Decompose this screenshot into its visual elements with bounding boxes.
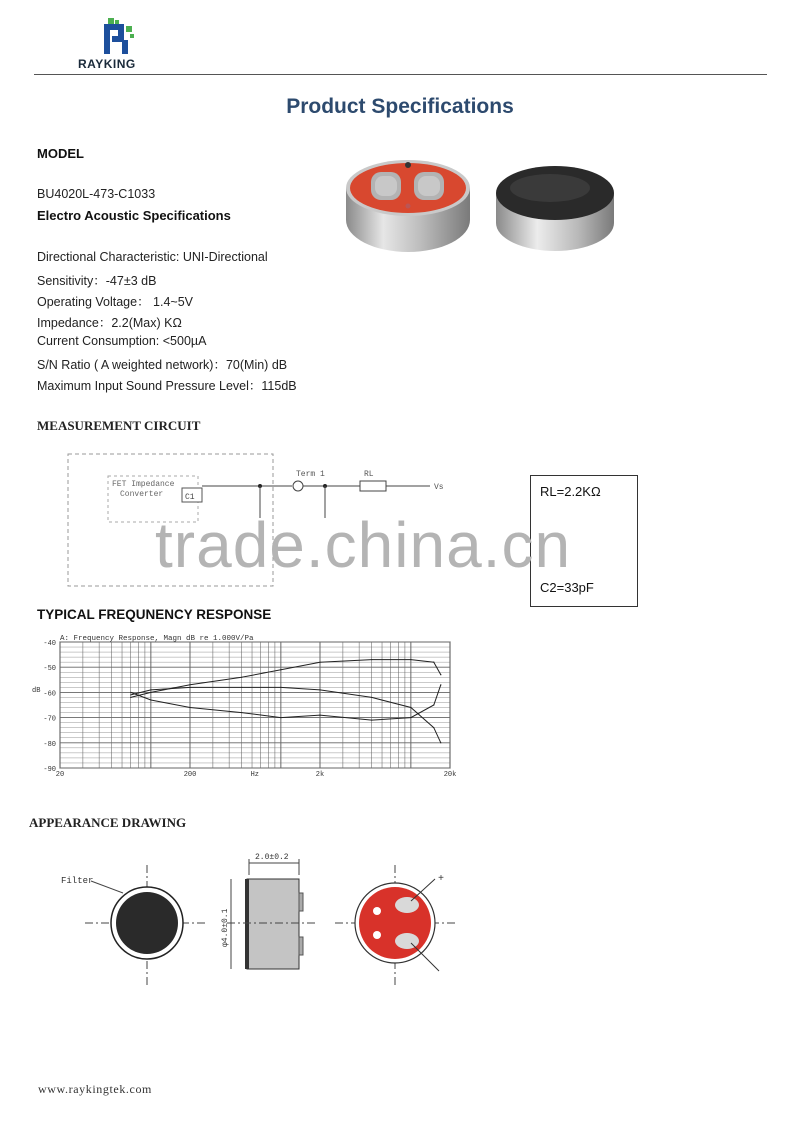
product-photo-front (338, 150, 478, 260)
spec-sensitivity: Sensitivity：-47±3 dB (37, 274, 157, 288)
response-point (241, 687, 242, 688)
side-view (221, 853, 317, 969)
page-title: Product Specifications (286, 95, 514, 118)
response-point (241, 712, 242, 713)
response-point (130, 697, 131, 698)
spec-list (37, 250, 297, 397)
back-view (335, 865, 455, 985)
specs-heading: Electro Acoustic Specifications (37, 208, 231, 223)
y-axis-unit: dB (32, 687, 41, 695)
response-point (440, 684, 441, 685)
response-point (150, 689, 151, 690)
spec-max-spl: Maximum Input Sound Pressure Level：115dB (37, 379, 297, 393)
response-point (371, 659, 372, 660)
response-point (433, 704, 434, 705)
response-point (150, 692, 151, 693)
positive-terminal-label: + (438, 874, 445, 885)
response-point (150, 699, 151, 700)
c1-label: C1 (185, 493, 195, 502)
filter-label: Filter (61, 876, 94, 886)
response-point (433, 662, 434, 663)
brand-name: RAYKING (78, 57, 136, 71)
y-tick-label: -40 (43, 640, 56, 648)
x-tick-label: Hz (250, 771, 259, 778)
width-dimension: 2.0±0.2 (255, 853, 289, 862)
x-tick-label: 20k (443, 771, 457, 778)
product-photo-back (490, 158, 620, 258)
appearance-heading: APPEARANCE DRAWING (29, 815, 187, 830)
response-point (410, 707, 411, 708)
response-point (410, 659, 411, 660)
brand-logo (100, 18, 140, 56)
x-tick-label: 200 (183, 771, 197, 778)
y-tick-label: -90 (43, 766, 56, 774)
logo-mark-icon (100, 18, 140, 56)
response-point (189, 687, 190, 688)
response-line-2 (131, 687, 441, 742)
response-point (440, 674, 441, 675)
response-point (280, 669, 281, 670)
response-point (433, 727, 434, 728)
frequency-response-chart (30, 628, 460, 778)
response-point (371, 720, 372, 721)
model-heading: MODEL (37, 146, 84, 161)
response-point (130, 694, 131, 695)
y-tick-label: -80 (43, 740, 56, 749)
spec-operating-voltage: Operating Voltage： 1.4~5V (37, 295, 194, 309)
response-point (319, 662, 320, 663)
appearance-drawing (55, 845, 475, 995)
response-point (189, 707, 190, 708)
header-divider (34, 74, 767, 75)
y-tick-label: -50 (43, 665, 56, 674)
spec-impedance: Impedance：2.2(Max) KΩ (37, 316, 182, 330)
response-line-1 (131, 660, 441, 698)
spec-sn-ratio: S/N Ratio ( A weighted network)：70(Min) dB (37, 358, 288, 372)
rl-value: RL=2.2KΩ (540, 484, 601, 499)
spec-directional: Directional Characteristic: UNI-Directional (37, 250, 268, 264)
watermark: trade.china.cn (155, 509, 572, 581)
y-tick-label: -60 (43, 690, 56, 699)
response-point (440, 742, 441, 743)
y-tick-label: -70 (43, 715, 56, 724)
response-point (130, 692, 131, 693)
term-label: Term 1 (296, 470, 325, 479)
fet-label-1: FET Impedance (112, 480, 175, 489)
response-point (319, 714, 320, 715)
c2-value: C2=33pF (540, 580, 594, 595)
fet-label-2: Converter (120, 490, 164, 499)
response-point (280, 687, 281, 688)
x-tick-label: 2k (315, 771, 325, 778)
rl-label: RL (364, 470, 374, 479)
footer-url[interactable]: www.raykingtek.com (38, 1082, 152, 1096)
front-view (61, 865, 205, 985)
measurement-heading: MEASUREMENT CIRCUIT (37, 418, 201, 433)
spec-current: Current Consumption: <500µA (37, 334, 207, 348)
frequency-heading: TYPICAL FREQUNENCY RESPONSE (37, 607, 272, 622)
x-tick-label: 20 (55, 771, 65, 778)
model-number: BU4020L-473-C1033 (37, 187, 156, 201)
diameter-dimension: φ4.0±0.1 (221, 908, 230, 947)
response-point (410, 717, 411, 718)
response-point (319, 689, 320, 690)
response-point (189, 684, 190, 685)
response-point (241, 677, 242, 678)
response-point (371, 697, 372, 698)
plot-frame (60, 642, 450, 768)
chart-caption: A: Frequency Response, Magn dB re 1.000V/Pa (60, 635, 254, 643)
response-point (280, 717, 281, 718)
vs-label: Vs (434, 483, 444, 492)
